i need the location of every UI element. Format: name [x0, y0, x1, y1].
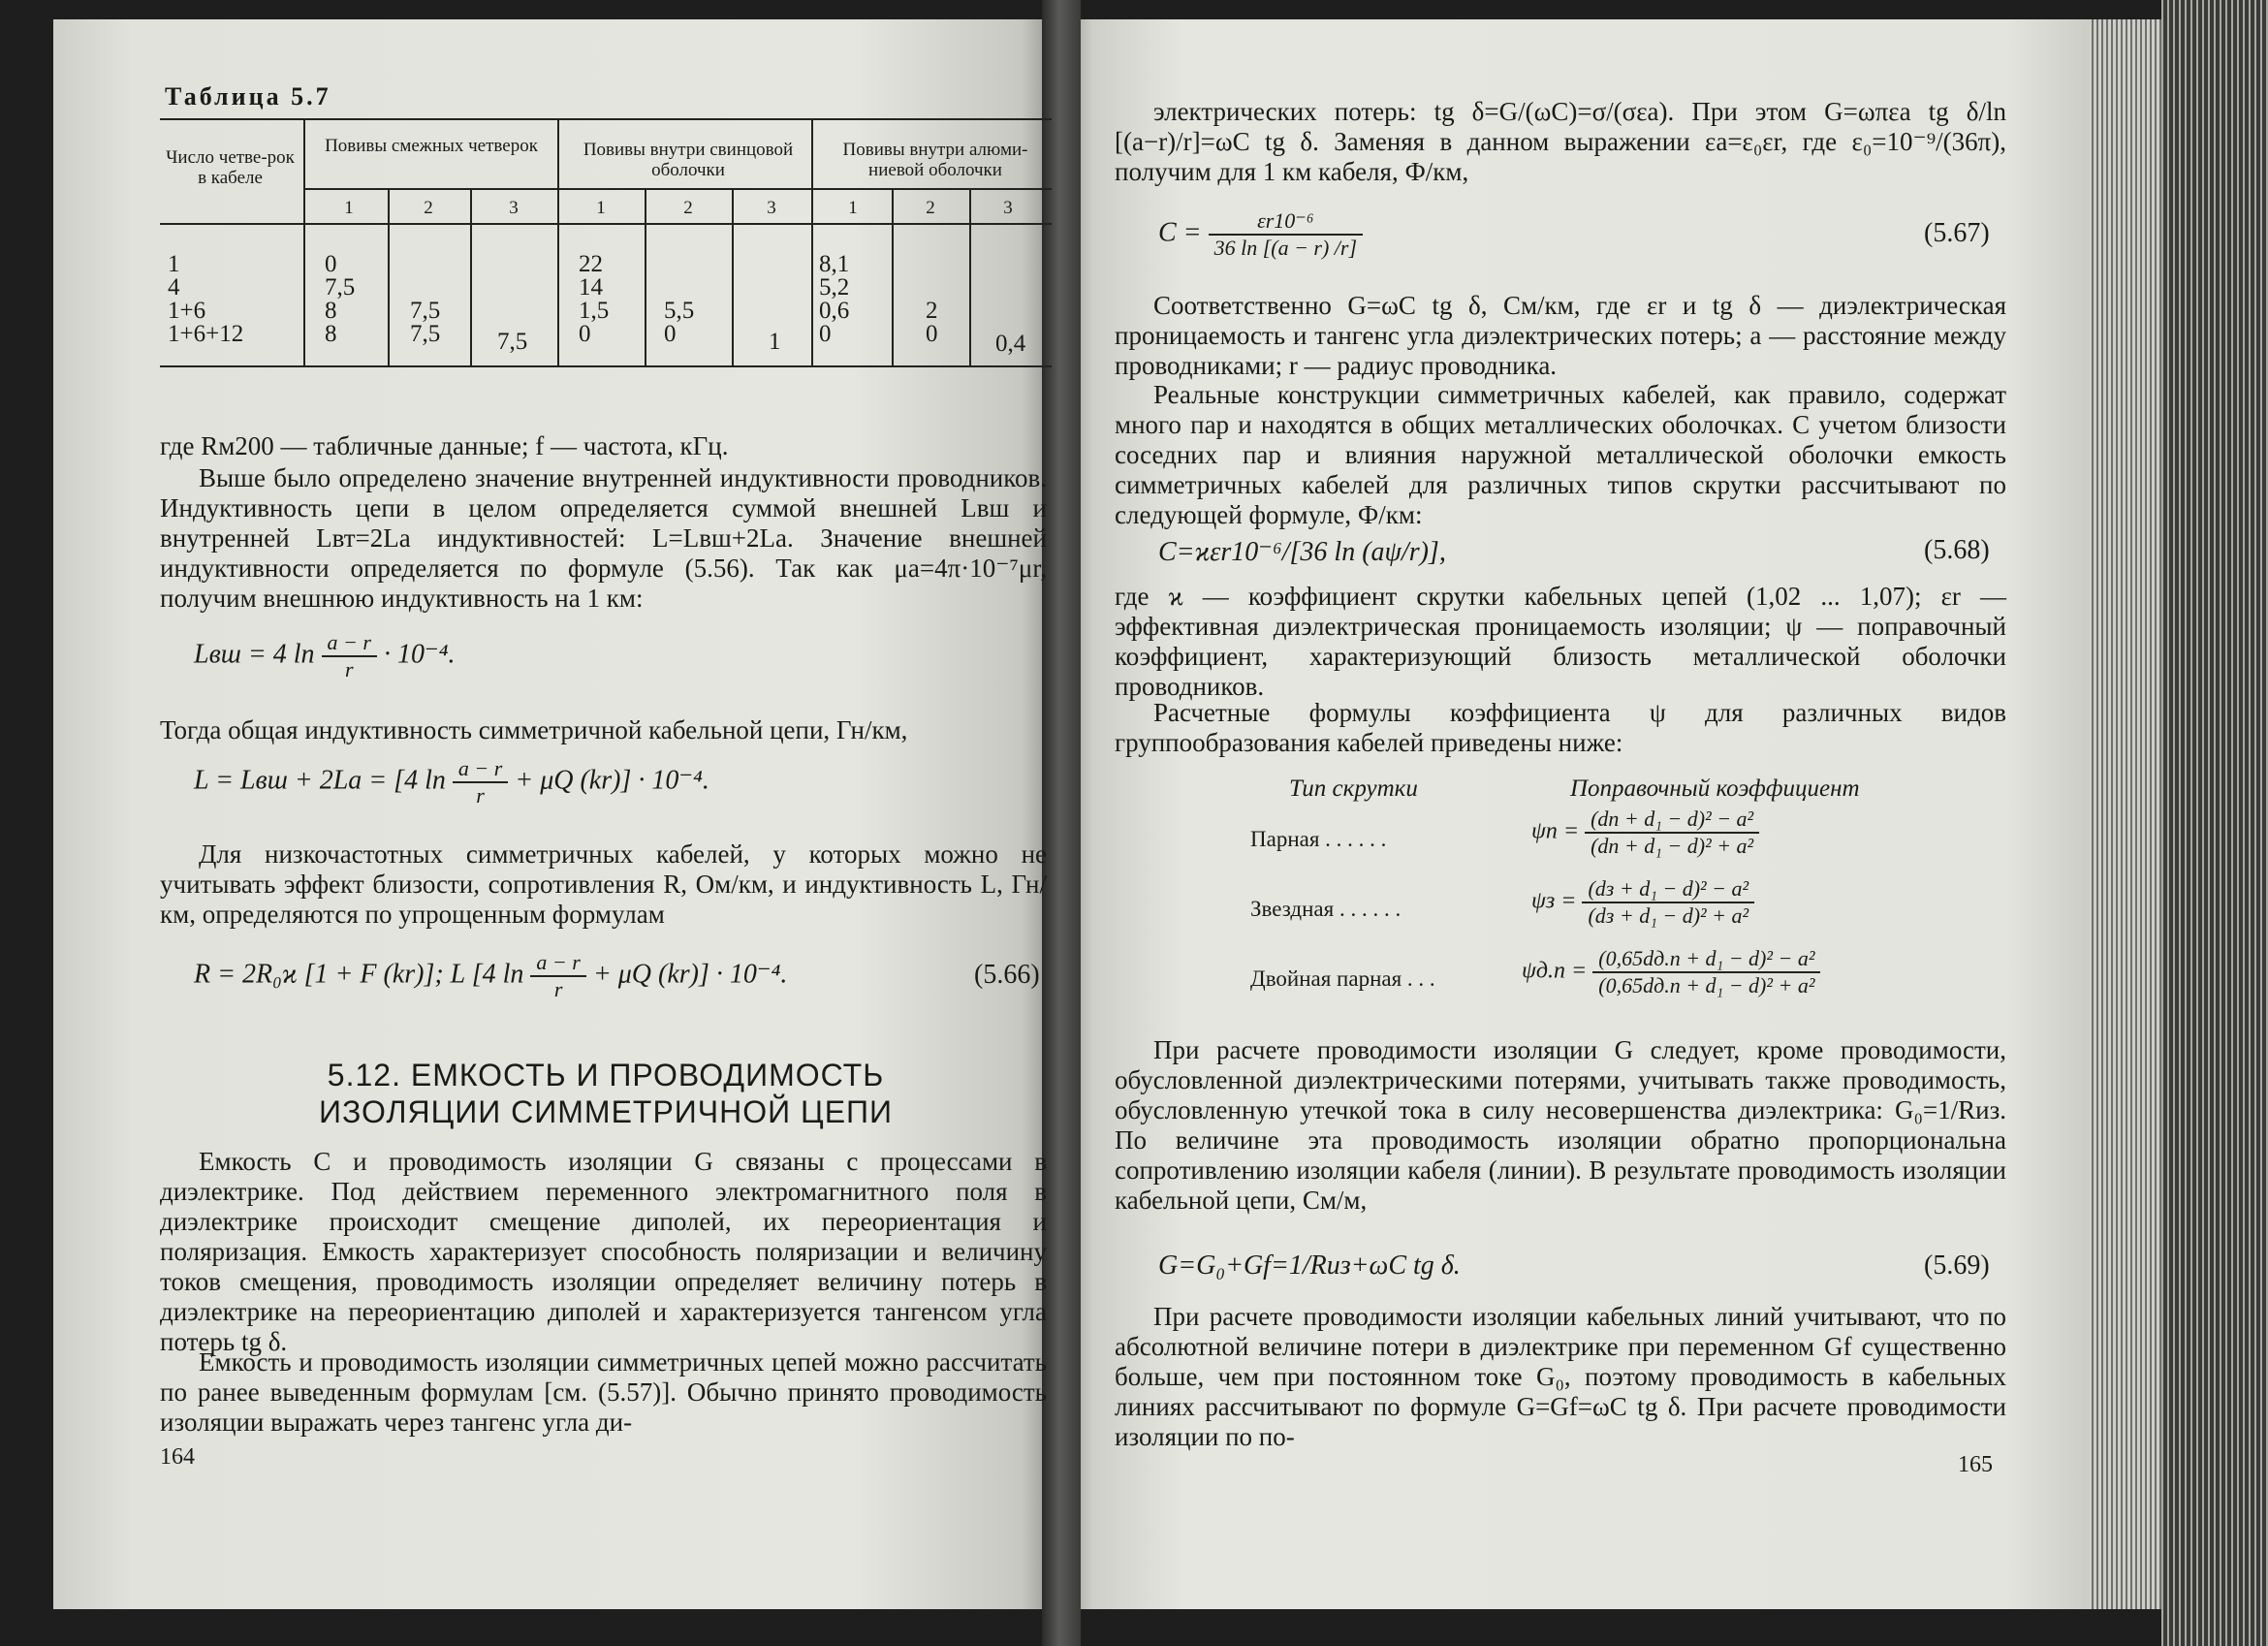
twist-formula — [1531, 876, 1754, 929]
table-header-group3: Повивы внутри алюми-ниевой оболочки — [842, 140, 1028, 180]
table-header-group2: Повивы внутри свинцовой оболочки — [583, 140, 794, 180]
paragraph: где ϰ — коэффициент скрутки кабельных цепей (1,02 ... 1,07); εr — эффективная диэлектрическая проницаемость изоляции; ψ — поправочный коэффициент, характеризующий близость металлической оболочки проводников. — [1115, 582, 2006, 701]
table-subheader: 2 — [683, 198, 693, 218]
table-cell: 5,5 — [664, 298, 695, 324]
table-cell: 7,5 — [497, 329, 528, 355]
table-rule — [388, 188, 390, 365]
fraction: $\frac{\text{εr10⁻⁶}}{36 \ln [(a - r) /r]}$ — [1209, 208, 1363, 261]
formula-part: L = Lвш + 2La = [4 ln — [194, 765, 446, 796]
table-cell: 0 — [325, 251, 337, 277]
formula-total-inductance — [194, 756, 709, 808]
formula-external-inductance — [194, 630, 455, 682]
table-rule — [969, 188, 971, 365]
table-cell: 5,2 — [819, 274, 850, 301]
table-rule — [303, 118, 305, 365]
paragraph: Реальные конструкции симметричных кабелей, как правило, содержат много пар и находятся в общих металлических оболочках. С учетом близости соседних пар и влияния наружной металлической оболочки емкость симметричных кабелей для различных типов скрутки рассчитывают по следующей формуле, Ф/км: — [1115, 380, 2006, 529]
book-cover-edge — [2161, 0, 2268, 1646]
fraction: $\frac{\text{(dп + d₁ − d)² − a²}}{\text{(dп + d₁ − d)² + a²}}$ — [1585, 807, 1759, 859]
table-subheader: 2 — [424, 198, 433, 218]
table-rule — [645, 188, 646, 365]
fraction: $\frac{\text{(0,65dд.п + d₁ − d)² − a²}}{\text{(0,65dд.п + d₁ − d)² + a²}}$ — [1592, 946, 1820, 998]
formula-part: ψд.п = — [1522, 958, 1588, 984]
table-cell: 0 — [579, 321, 591, 347]
formula-569: G=G₀+Gf=1/Rиз+ωC tg δ. — [1158, 1250, 1461, 1281]
formula-part: + μQ (kr)] · 10⁻⁴. — [592, 959, 788, 990]
table-cell: 22 — [579, 251, 603, 277]
equation-number: (5.68) — [1924, 535, 1990, 565]
equation-number: (5.67) — [1924, 218, 1990, 248]
paragraph: Емкость C и проводимость изоляции G связаны с процессами в диэлектрике. Под действием переменного электромагнитного поля в диэлектрике происходит смещение диполей, их переориентация и поляризация. Емкость характеризует способность поляризации и величину токов смещения, проводимость изоляции определяет величину потерь в диэлектрике на переориентацию диполей и характеризуется тангенсом угла потерь tg δ. — [160, 1147, 1047, 1356]
table-subheader: 1 — [596, 198, 606, 218]
table-cell: 7,5 — [410, 321, 441, 347]
table-rule — [892, 188, 894, 365]
formula-part: ψз = — [1531, 888, 1577, 914]
table-rule — [811, 118, 813, 365]
correction-coef-header: Поправочный коэффициент — [1570, 776, 1860, 802]
heading-line: ИЗОЛЯЦИИ СИММЕТРИЧНОЙ ЦЕПИ — [318, 1094, 894, 1129]
table-subheader: 3 — [767, 198, 776, 218]
twist-type-header: Тип скрутки — [1289, 776, 1418, 802]
heading-line: 5.12. ЕМКОСТЬ И ПРОВОДИМОСТЬ — [327, 1058, 885, 1092]
table-cell: 8,1 — [819, 251, 850, 277]
table-cell: 4 — [168, 274, 180, 301]
twist-kind: Парная . . . . . . — [1250, 827, 1387, 851]
table-cell: 7,5 — [410, 298, 441, 324]
formula-567 — [1158, 208, 1363, 261]
section-heading — [291, 1057, 921, 1130]
paragraph: Соответственно G=ωC tg δ, См/км, где εr и tg δ — диэлектрическая проницаемость и тангенс угла диэлектрических потерь; a — расстояние между проводниками; r — радиус проводника. — [1115, 291, 2006, 380]
formula-part: R = 2R₀ϰ [1 + F (kr)]; L [4 ln — [194, 959, 524, 990]
twist-formula — [1531, 807, 1759, 859]
table-cell: 8 — [325, 321, 337, 347]
formula-part: + μQ (kr)] · 10⁻⁴. — [515, 765, 709, 796]
table-subheader: 3 — [509, 198, 519, 218]
table-cell: 1 — [168, 251, 180, 277]
table-header-group1: Повивы смежных четверок — [325, 136, 538, 156]
equation-number: (5.69) — [1924, 1250, 1990, 1281]
table-caption: Таблица 5.7 — [165, 82, 331, 111]
table-rule — [557, 118, 559, 365]
paragraph: Расчетные формулы коэффициента ψ для различных видов группообразования кабелей приведены ниже: — [1115, 698, 2006, 757]
twist-kind: Звездная . . . . . . — [1250, 897, 1402, 921]
paragraph: Для низкочастотных симметричных кабелей, у которых можно не учитывать эффект близости, сопротивления R, Ом/км, и индуктивность L, Гн/км, определяются по упрощенным формулам — [160, 839, 1047, 929]
table-rule — [567, 188, 1052, 190]
paragraph: где Rм200 — табличные данные; f — частота, кГц. — [160, 431, 729, 460]
table-cell: 0 — [819, 321, 832, 347]
table-rule — [470, 188, 472, 365]
table-subheader: 3 — [1003, 198, 1013, 218]
formula-part: C = — [1158, 217, 1202, 248]
paragraph: электрических потерь: tg δ=G/(ωC)=σ/(σεa). При этом G=ωπεa tg δ/ln [(a−r)/r]=ωC tg δ. Заменяя в данном выражении εa=ε₀εr, где ε₀=10⁻⁹/(36π), получим для 1 км кабеля, Ф/км, — [1115, 97, 2006, 186]
paragraph: Тогда общая индуктивность симметричной кабельной цепи, Гн/км, — [160, 715, 908, 744]
fraction: $\frac{a - r}{r}$ — [530, 950, 585, 1002]
table-cell: 0,6 — [819, 298, 850, 324]
table-header-count: Число четве-рок в кабеле — [166, 147, 295, 188]
paragraph: Емкость и проводимость изоляции симметричных цепей можно рассчитать по ранее выведенным формулам [см. (5.57)]. Обычно принято проводимость изоляции выражать через тангенс угла ди- — [160, 1347, 1047, 1437]
paragraph: При расчете проводимости изоляции G следует, кроме проводимости, обусловленной диэлектрическими потерями, учитывать также проводимость, обусловленную утечкой тока в силу несовершенства диэлектрика: G₀=1/Rиз. По величине эта проводимость изоляции обратно пропорциональна сопротивлению изоляции кабеля (линии). В результате проводимость изоляции кабельной цепи, См/м, — [1115, 1035, 2006, 1215]
table-cell: 0,4 — [995, 331, 1026, 357]
data-table — [160, 118, 1052, 372]
table-cell: 0 — [664, 321, 677, 347]
fraction: $\frac{a - r}{r}$ — [322, 630, 377, 682]
table-cell: 1 — [769, 329, 781, 355]
table-cell: 1,5 — [579, 298, 610, 324]
table-cell: 1+6 — [168, 298, 206, 324]
fraction: $\frac{\text{(dз + d₁ − d)² − a²}}{\text{(dз + d₁ − d)² + a²}}$ — [1582, 876, 1754, 929]
twist-formula — [1522, 946, 1820, 998]
formula-566 — [194, 950, 787, 1002]
page-number: 164 — [160, 1444, 195, 1470]
table-subheader: 2 — [926, 198, 935, 218]
twist-kind: Двойная парная . . . — [1250, 966, 1435, 991]
table-cell: 7,5 — [325, 274, 356, 301]
paragraph: При расчете проводимости изоляции кабельных линий учитывают, что по абсолютной величине потери в диэлектрике при переменном Gf существенно больше, чем при постоянном токе G₀, поэтому проводимость в кабельных линиях рассчитывают по формуле G=Gf=ωC tg δ. При расчете проводимости изоляции по по- — [1115, 1302, 2006, 1451]
fraction: $\frac{a - r}{r}$ — [453, 756, 508, 808]
table-rule — [160, 365, 1052, 367]
table-rule — [732, 188, 734, 365]
table-cell: 8 — [325, 298, 337, 324]
table-cell: 0 — [926, 321, 938, 347]
page-number: 165 — [1958, 1452, 1993, 1477]
table-subheader: 1 — [344, 198, 354, 218]
table-rule — [160, 223, 1052, 225]
table-rule — [160, 118, 1052, 120]
paragraph: Выше было определено значение внутренней индуктивности проводников. Индуктивность цепи в целом определяется суммой внешней Lвш и внутренней Lвт=2La индуктивностей: L=Lвш+2La. Значение внешней индуктивности определяется по формуле (5.56). Так как μa=4π·10⁻⁷μr, получим внешнюю индуктивность на 1 км: — [160, 463, 1047, 613]
table-cell: 14 — [579, 274, 603, 301]
table-cell: 2 — [926, 298, 938, 324]
formula-part: ψп = — [1531, 818, 1580, 844]
equation-number: (5.66) — [974, 960, 1040, 990]
table-subheader: 1 — [848, 198, 858, 218]
table-cell: 1+6+12 — [168, 321, 244, 347]
formula-568: C=ϰεr10⁻⁶/[36 ln (aψ/r)], — [1158, 537, 1446, 567]
formula-part: · 10⁻⁴. — [383, 639, 456, 670]
formula-part: Lвш = 4 ln — [194, 639, 315, 670]
